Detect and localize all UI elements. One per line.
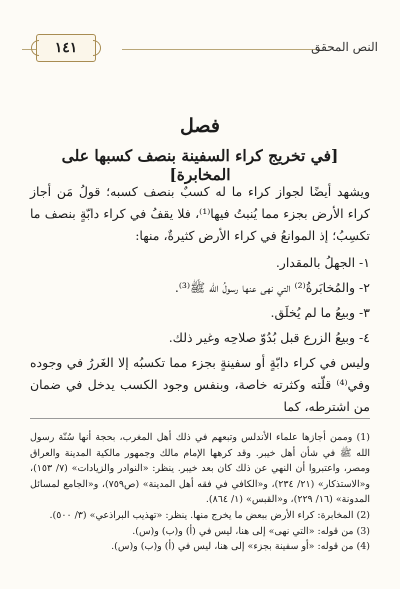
running-title: النص المحقق [311, 40, 378, 54]
footnote-4: (4) من قوله: «أو سفينة بجزء» إلى هنا، ليس في (أ) و(ب) و(س). [111, 541, 370, 553]
paragraph-1: ويشهد أيضًا لجواز كراء ما له كسبٌ بنصف كسبه؛ قولُ مَن أجاز كراء الأرض بجزء مما يُنبتُ فيها⁽¹⁾، فلا يقفُ في كراء دابّةٍ بنصف ما تكسِبُ؛ إذ الموانعُ في كراء الأرض كثيرةٌ، منها: [30, 184, 370, 243]
list-item: ١- الجهلُ بالمقدار. [275, 255, 370, 270]
page-number-frame [36, 34, 96, 62]
section-title: فصل [180, 115, 220, 137]
header-rule-right [122, 49, 320, 50]
footnotes [30, 430, 370, 555]
impediments-list [30, 250, 370, 350]
page-header [22, 30, 378, 64]
footnote-1: (1) وممن أجازها علماء الأندلس وتبعهم في ذلك أهل المغرب، بحجة أنها سُنّة رسول الله ﷺ في شأن أهل خيبر. وقد كرهها الإمام مالك وجمهور مالكية المدينة والعراق ومصر، واعتبروا أن النهي عن ذلك كان بعد خيبر. ينظر: «النوادر والزيادات» (٧/ ١٥٣)، و«الاستذكار» (٢١/ ٢٣٤)، و«الكافي في فقه أهل المدينة» (ص٧٥٩)، و«الجامع لمسائل المدونة» (١٦/ ٢٢٩)، و«القبس» (١/ ٨٦٤). [30, 432, 370, 506]
footnote-3: (3) من قوله: «التي نهى» إلى هنا، ليس في (أ) و(ب) و(س). [132, 525, 370, 537]
footnote-2: (2) المخابرة: كراء الأرض ببعض ما يخرج منها. ينظر: «تهذيب البراذعي» (٣/ ٥٠٠). [49, 509, 370, 521]
paragraph-2: وليس في كراء دابّةٍ أو سفينةٍ بجزء مما تكسبُه إلا الغَررُ في وجوده وفي⁽⁴⁾ قلّته وكثرته خاصة، وبنفس وجود الكسب يدخل في ضمان من اشترطه، كما [30, 355, 370, 414]
list-item: ٢- والمُخابَرةُ⁽²⁾ التي نهى عنها رسولُ الله ﷺ⁽³⁾. [174, 280, 370, 295]
chapter-title: [في تخريج كراء السفينة بنصف كسبها على المخابرة] [61, 146, 339, 184]
footnote-divider [30, 418, 370, 419]
page-number: ١٤١ [54, 40, 78, 56]
list-item: ٣- وبيعُ ما لم يُخلَق. [270, 305, 370, 320]
list-item: ٤- وبيعُ الزرع قبل بُدُوّ صلاحِه وغير ذلك. [168, 330, 370, 345]
